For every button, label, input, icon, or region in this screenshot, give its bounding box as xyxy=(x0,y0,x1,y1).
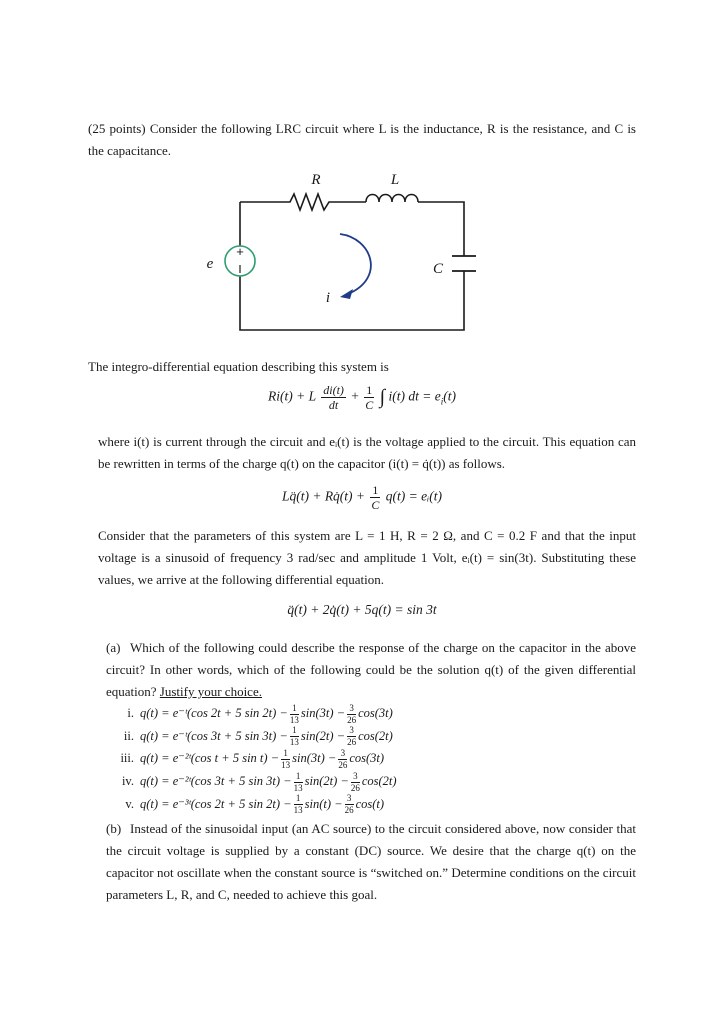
option-frac1-den: 13 xyxy=(289,714,299,725)
option-mid: sin(3t) − xyxy=(300,706,346,720)
eq1-fraction-1c xyxy=(364,384,374,411)
option-main: q(t) = e⁻ᵗ(cos 2t + 5 sin 2t) − xyxy=(140,706,288,720)
option-frac1-num: 1 xyxy=(290,704,299,715)
option-main: q(t) = e⁻ᵗ(cos 3t + 5 sin 3t) − xyxy=(140,728,288,743)
parameters-paragraph: Consider that the parameters of this system are L = 1 H, R = 2 Ω, and C = 0.2 F and that the input voltage is a sinusoid of frequency 3 rad/sec and amplitude 1 Volt, eᵢ(t) = sin(3t). Substituting these values, we arrive at the following differential equation. xyxy=(98,528,636,587)
integro-paragraph: The integro-differential equation describing this system is xyxy=(88,359,389,374)
circuit-wires xyxy=(240,194,464,330)
answer-options xyxy=(100,702,520,815)
eq1-frac2-den: C xyxy=(365,398,374,412)
option-fraction-2 xyxy=(345,794,354,815)
option-frac1-num: 1 xyxy=(290,726,299,737)
eq1-lhs: Ri(t) + L xyxy=(267,388,316,404)
lrc-circuit-diagram xyxy=(190,166,490,338)
part-a-text: Which of the following could describe the response of the charge on the capacitor in the above circuit? In other words, which of the following could be the solution q(t) of the given differential equation? xyxy=(106,640,636,699)
option-frac2-den: 26 xyxy=(344,805,354,816)
option-number: ii. xyxy=(123,728,134,743)
eq1-fraction-didt xyxy=(321,384,346,411)
option-row xyxy=(100,747,520,770)
eq1-integral: ∫ xyxy=(379,386,386,408)
option-frac2-den: 26 xyxy=(347,714,357,725)
eq1-plus: + xyxy=(351,388,359,404)
option-number: i. xyxy=(127,706,134,720)
option-fraction-1 xyxy=(294,772,303,793)
eq2-fraction-1c xyxy=(370,484,380,511)
option-fraction-2 xyxy=(338,749,347,770)
eq1-frac2-num: 1 xyxy=(366,383,373,397)
equation-numeric: q̈(t) + 2q̇(t) + 5q(t) = sin 3t xyxy=(287,602,437,617)
eq2-frac-den: C xyxy=(371,498,380,512)
option-mid: sin(2t) − xyxy=(300,728,346,743)
option-fraction-1 xyxy=(281,749,290,770)
option-frac1-den: 13 xyxy=(293,782,303,793)
option-frac2-den: 26 xyxy=(347,737,357,748)
option-fraction-2 xyxy=(351,772,360,793)
option-frac2-num: 3 xyxy=(345,794,354,805)
source-plus-sign: + xyxy=(236,244,244,259)
option-frac1-num: 1 xyxy=(281,749,290,760)
option-number: iii. xyxy=(120,751,134,766)
option-frac1-den: 13 xyxy=(289,737,299,748)
option-frac1-num: 1 xyxy=(294,794,303,805)
option-frac2-num: 3 xyxy=(351,772,360,783)
intro-paragraph: (25 points) Consider the following LRC circuit where L is the inductance, R is the resistance, and C is the capacitance. xyxy=(88,121,636,158)
option-row xyxy=(100,770,520,793)
eq2-lhs: Lq̈(t) + Rq̇(t) + xyxy=(281,488,366,504)
eq1-frac1-den: dt xyxy=(328,398,339,412)
equation-integro-differential xyxy=(88,384,636,411)
label-r: R xyxy=(311,172,321,188)
part-a-question xyxy=(106,637,636,703)
option-frac2-num: 3 xyxy=(347,726,356,737)
option-fraction-1 xyxy=(290,726,299,747)
eq1-rhs-tail: (t) xyxy=(443,388,457,404)
option-main: q(t) = e⁻³ᵗ(cos 2t + 5 sin 2t) − xyxy=(140,796,292,811)
option-fraction-1 xyxy=(294,794,303,815)
part-a-label: (a) xyxy=(106,640,121,655)
option-fraction-2 xyxy=(347,726,356,747)
eq1-rhs: i(t) dt = e xyxy=(388,388,441,404)
option-mid: sin(3t) − xyxy=(292,751,337,766)
eq1-rhs-sub: i xyxy=(440,396,444,407)
part-b-question xyxy=(106,818,636,906)
label-e: e xyxy=(206,256,214,272)
label-c: C xyxy=(432,261,444,277)
part-b-label: (b) xyxy=(106,821,122,836)
option-tail: cos(t) xyxy=(355,796,385,811)
current-arrow xyxy=(340,234,371,294)
option-frac2-den: 26 xyxy=(338,759,348,770)
eq2-frac-num: 1 xyxy=(372,483,379,497)
option-row xyxy=(100,702,520,725)
option-frac2-num: 3 xyxy=(338,749,347,760)
part-a-justify: Justify your choice. xyxy=(159,684,262,699)
label-i: i xyxy=(325,290,331,306)
option-number: iv. xyxy=(121,773,134,788)
eq1-frac1-num: di(t) xyxy=(323,383,344,397)
option-row xyxy=(100,725,520,748)
option-main: q(t) = e⁻²ᵗ(cos t + 5 sin t) − xyxy=(140,751,280,766)
option-tail: cos(2t) xyxy=(361,773,397,788)
inductor xyxy=(366,195,418,203)
part-b-text: Instead of the sinusoidal input (an AC source) to the circuit considered above, now consider that the circuit voltage is supplied by a constant (DC) source. We desire that the charge q(t) on the capacitor not oscillate when the constant source is “switched on.” Determine conditions on the circuit parameters L, R, and C, needed to achieve this goal. xyxy=(106,821,636,902)
option-mid: sin(2t) − xyxy=(304,773,349,788)
option-frac1-den: 13 xyxy=(281,759,291,770)
resistor xyxy=(285,194,340,210)
option-frac1-den: 13 xyxy=(293,805,303,816)
option-frac1-num: 1 xyxy=(294,772,303,783)
eq2-rhs: q(t) = eᵢ(t) xyxy=(385,488,443,504)
option-row xyxy=(100,793,520,816)
option-number: v. xyxy=(125,796,134,811)
option-mid: sin(t) − xyxy=(304,796,343,811)
where-paragraph: where i(t) is current through the circuit and eᵢ(t) is the voltage applied to the circuit. This equation can be rewritten in terms of the charge q(t) on the capacitor (i(t) = q̇(t)) as follows. xyxy=(98,434,636,471)
current-arrowhead xyxy=(340,289,353,299)
option-fraction-2 xyxy=(347,704,356,725)
option-frac2-num: 3 xyxy=(347,704,356,715)
label-l: L xyxy=(390,172,400,188)
option-fraction-1 xyxy=(290,704,299,725)
option-tail: cos(2t) xyxy=(358,728,393,743)
option-tail: cos(3t) xyxy=(349,751,385,766)
option-frac2-den: 26 xyxy=(350,782,360,793)
option-tail: cos(3t) xyxy=(358,706,393,720)
equation-charge-form xyxy=(88,484,636,511)
option-main: q(t) = e⁻²ᵗ(cos 3t + 5 sin 3t) − xyxy=(140,773,292,788)
